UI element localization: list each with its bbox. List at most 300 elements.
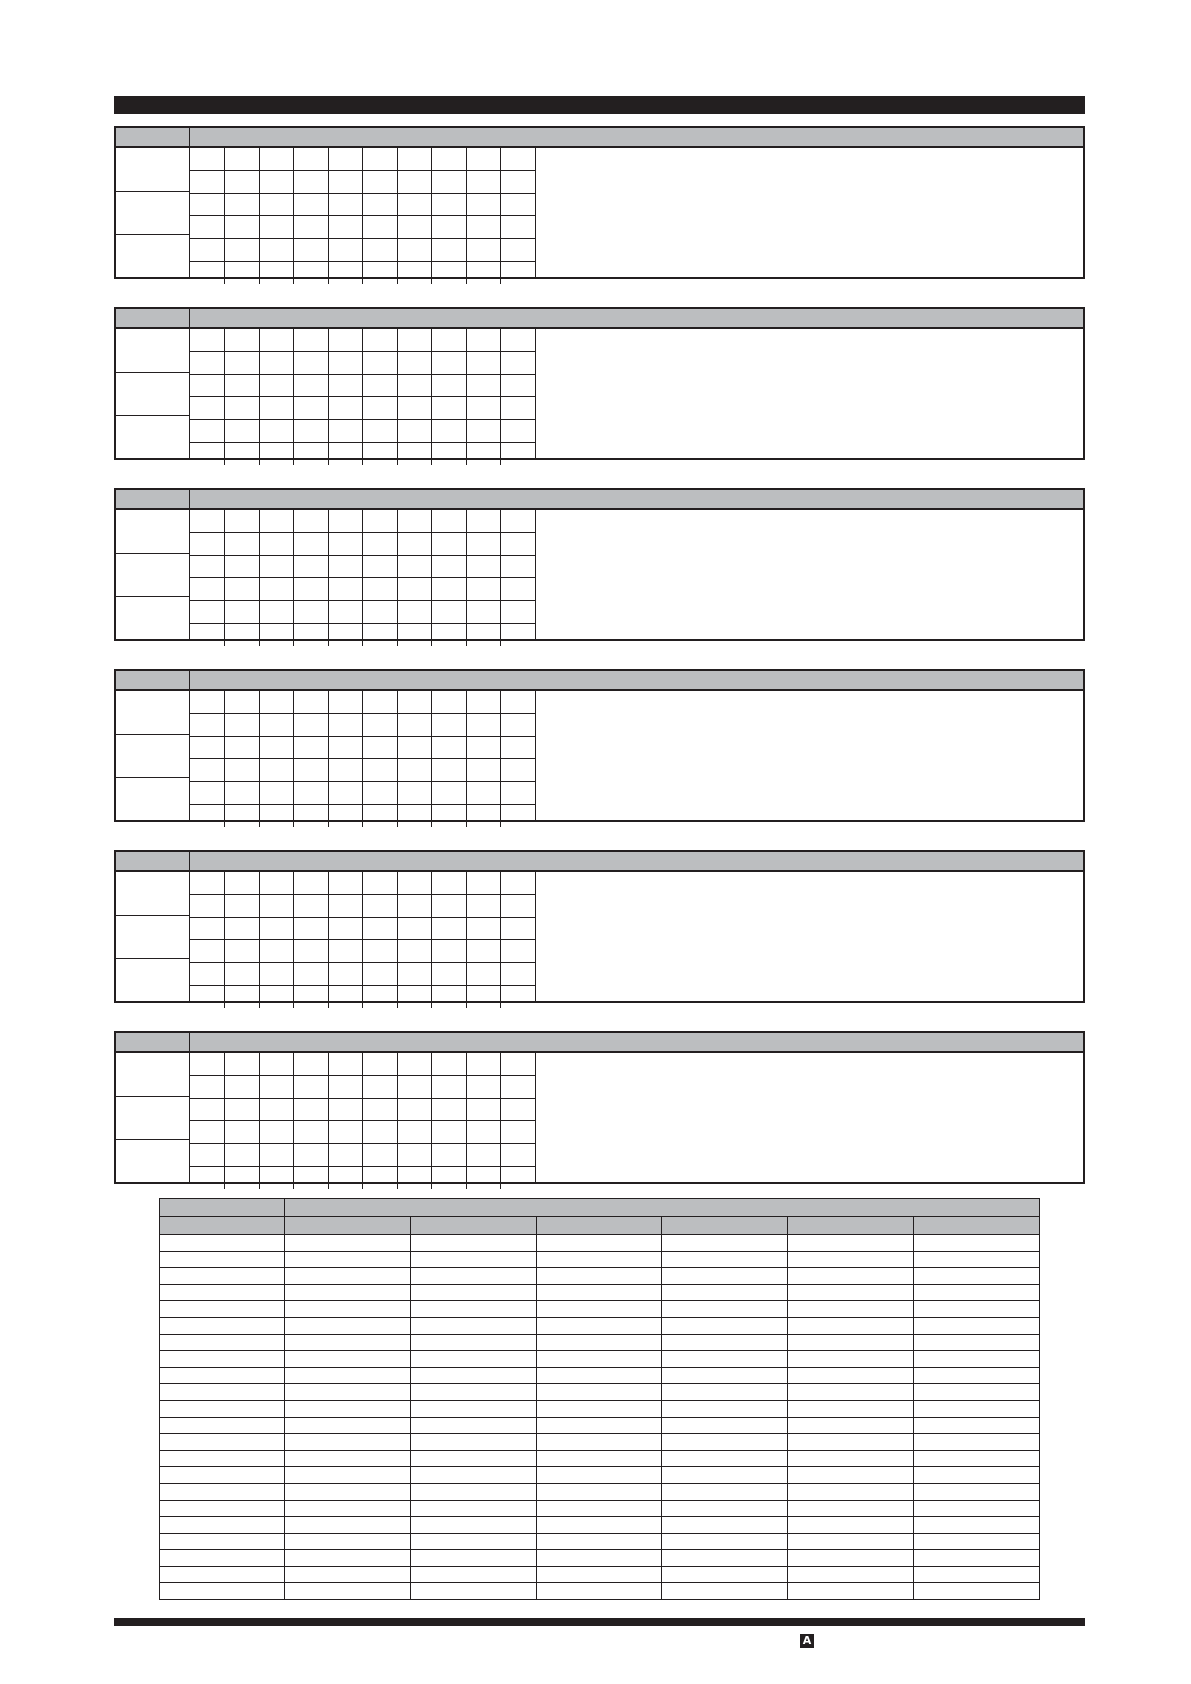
digit-cell[interactable] xyxy=(363,170,398,193)
digit-cell[interactable] xyxy=(397,1098,432,1121)
digit-cell[interactable] xyxy=(294,261,329,283)
summary-value-cell[interactable] xyxy=(914,1583,1040,1600)
digit-cell[interactable] xyxy=(259,804,294,826)
digit-cell[interactable] xyxy=(259,555,294,578)
digit-cell[interactable] xyxy=(190,713,225,736)
digit-cell[interactable] xyxy=(432,917,467,940)
digit-cell[interactable] xyxy=(501,1144,536,1167)
digit-cell[interactable] xyxy=(501,578,536,601)
digit-cell[interactable] xyxy=(501,623,536,645)
summary-value-cell[interactable] xyxy=(410,1550,536,1567)
digit-cell[interactable] xyxy=(190,963,225,986)
summary-value-cell[interactable] xyxy=(410,1517,536,1534)
summary-value-cell[interactable] xyxy=(285,1517,411,1534)
digit-cell[interactable] xyxy=(466,894,501,917)
summary-value-cell[interactable] xyxy=(662,1334,788,1351)
digit-cell[interactable] xyxy=(501,782,536,805)
digit-cell[interactable] xyxy=(501,1166,536,1188)
digit-cell[interactable] xyxy=(190,782,225,805)
digit-cell[interactable] xyxy=(294,1166,329,1188)
digit-cell[interactable] xyxy=(501,917,536,940)
digit-cell[interactable] xyxy=(225,736,260,759)
summary-value-cell[interactable] xyxy=(285,1450,411,1467)
summary-value-cell[interactable] xyxy=(662,1268,788,1285)
digit-cell[interactable] xyxy=(328,963,363,986)
digit-cell[interactable] xyxy=(190,420,225,443)
digit-cell[interactable] xyxy=(501,601,536,624)
digit-cell[interactable] xyxy=(328,804,363,826)
digit-cell[interactable] xyxy=(397,1166,432,1188)
summary-value-cell[interactable] xyxy=(788,1235,914,1252)
summary-value-cell[interactable] xyxy=(285,1384,411,1401)
digit-cell[interactable] xyxy=(363,759,398,782)
digit-cell[interactable] xyxy=(363,261,398,283)
digit-cell[interactable] xyxy=(294,532,329,555)
digit-cell[interactable] xyxy=(501,1121,536,1144)
digit-cell[interactable] xyxy=(397,713,432,736)
digit-cell[interactable] xyxy=(397,578,432,601)
digit-cell[interactable] xyxy=(432,1053,467,1075)
summary-value-cell[interactable] xyxy=(536,1384,662,1401)
summary-value-cell[interactable] xyxy=(788,1251,914,1268)
summary-value-cell[interactable] xyxy=(285,1550,411,1567)
digit-cell[interactable] xyxy=(466,420,501,443)
digit-cell[interactable] xyxy=(432,239,467,262)
digit-cell[interactable] xyxy=(466,1053,501,1075)
summary-value-cell[interactable] xyxy=(536,1467,662,1484)
summary-value-cell[interactable] xyxy=(662,1434,788,1451)
digit-cell[interactable] xyxy=(363,804,398,826)
summary-value-cell[interactable] xyxy=(285,1351,411,1368)
digit-cell[interactable] xyxy=(294,736,329,759)
digit-cell[interactable] xyxy=(328,351,363,374)
digit-cell[interactable] xyxy=(259,442,294,464)
summary-value-cell[interactable] xyxy=(410,1284,536,1301)
digit-cell[interactable] xyxy=(501,1075,536,1098)
digit-cell[interactable] xyxy=(397,351,432,374)
summary-value-cell[interactable] xyxy=(536,1284,662,1301)
digit-cell[interactable] xyxy=(397,442,432,464)
digit-cell[interactable] xyxy=(501,736,536,759)
digit-cell[interactable] xyxy=(190,261,225,283)
summary-value-cell[interactable] xyxy=(410,1367,536,1384)
digit-cell[interactable] xyxy=(466,148,501,170)
digit-cell[interactable] xyxy=(363,1166,398,1188)
digit-cell[interactable] xyxy=(466,782,501,805)
digit-cell[interactable] xyxy=(363,872,398,894)
summary-value-cell[interactable] xyxy=(914,1268,1040,1285)
digit-cell[interactable] xyxy=(363,691,398,713)
digit-cell[interactable] xyxy=(397,940,432,963)
digit-cell[interactable] xyxy=(259,782,294,805)
digit-cell[interactable] xyxy=(432,555,467,578)
digit-cell[interactable] xyxy=(328,442,363,464)
digit-cell[interactable] xyxy=(466,351,501,374)
summary-value-cell[interactable] xyxy=(410,1301,536,1318)
summary-value-cell[interactable] xyxy=(662,1450,788,1467)
digit-cell[interactable] xyxy=(190,329,225,351)
digit-cell[interactable] xyxy=(466,623,501,645)
digit-cell[interactable] xyxy=(225,1121,260,1144)
digit-cell[interactable] xyxy=(294,216,329,239)
digit-cell[interactable] xyxy=(466,578,501,601)
digit-cell[interactable] xyxy=(397,420,432,443)
digit-cell[interactable] xyxy=(259,374,294,397)
digit-cell[interactable] xyxy=(190,578,225,601)
digit-cell[interactable] xyxy=(397,397,432,420)
summary-value-cell[interactable] xyxy=(914,1517,1040,1534)
summary-value-cell[interactable] xyxy=(410,1417,536,1434)
digit-cell[interactable] xyxy=(294,1053,329,1075)
summary-value-cell[interactable] xyxy=(662,1284,788,1301)
digit-cell[interactable] xyxy=(225,1053,260,1075)
digit-cell[interactable] xyxy=(501,397,536,420)
digit-cell[interactable] xyxy=(397,804,432,826)
digit-cell[interactable] xyxy=(190,170,225,193)
digit-cell[interactable] xyxy=(225,1166,260,1188)
digit-cell[interactable] xyxy=(294,193,329,216)
digit-cell[interactable] xyxy=(363,1053,398,1075)
digit-cell[interactable] xyxy=(225,940,260,963)
digit-cell[interactable] xyxy=(225,1075,260,1098)
digit-cell[interactable] xyxy=(190,985,225,1007)
digit-cell[interactable] xyxy=(363,397,398,420)
summary-value-cell[interactable] xyxy=(788,1384,914,1401)
summary-value-cell[interactable] xyxy=(410,1583,536,1600)
summary-value-cell[interactable] xyxy=(788,1550,914,1567)
summary-value-cell[interactable] xyxy=(662,1251,788,1268)
digit-cell[interactable] xyxy=(466,713,501,736)
digit-cell[interactable] xyxy=(190,1098,225,1121)
digit-cell[interactable] xyxy=(501,193,536,216)
digit-cell[interactable] xyxy=(328,261,363,283)
summary-value-cell[interactable] xyxy=(410,1235,536,1252)
digit-cell[interactable] xyxy=(294,713,329,736)
digit-cell[interactable] xyxy=(259,578,294,601)
digit-cell[interactable] xyxy=(259,1098,294,1121)
digit-cell[interactable] xyxy=(259,894,294,917)
digit-cell[interactable] xyxy=(225,261,260,283)
summary-value-cell[interactable] xyxy=(914,1566,1040,1583)
summary-value-cell[interactable] xyxy=(662,1235,788,1252)
digit-cell[interactable] xyxy=(328,736,363,759)
summary-value-cell[interactable] xyxy=(788,1500,914,1517)
digit-cell[interactable] xyxy=(294,351,329,374)
summary-value-cell[interactable] xyxy=(410,1317,536,1334)
digit-cell[interactable] xyxy=(190,804,225,826)
summary-value-cell[interactable] xyxy=(410,1500,536,1517)
digit-cell[interactable] xyxy=(466,917,501,940)
digit-cell[interactable] xyxy=(501,759,536,782)
summary-value-cell[interactable] xyxy=(662,1483,788,1500)
digit-cell[interactable] xyxy=(225,148,260,170)
digit-cell[interactable] xyxy=(294,170,329,193)
digit-cell[interactable] xyxy=(225,917,260,940)
digit-cell[interactable] xyxy=(259,736,294,759)
digit-cell[interactable] xyxy=(501,374,536,397)
digit-cell[interactable] xyxy=(432,1121,467,1144)
digit-cell[interactable] xyxy=(501,940,536,963)
digit-cell[interactable] xyxy=(259,420,294,443)
digit-cell[interactable] xyxy=(432,170,467,193)
digit-cell[interactable] xyxy=(328,1144,363,1167)
digit-cell[interactable] xyxy=(328,1098,363,1121)
digit-cell[interactable] xyxy=(501,442,536,464)
digit-cell[interactable] xyxy=(363,1075,398,1098)
digit-cell[interactable] xyxy=(294,397,329,420)
summary-value-cell[interactable] xyxy=(536,1251,662,1268)
digit-cell[interactable] xyxy=(259,940,294,963)
digit-cell[interactable] xyxy=(190,894,225,917)
digit-cell[interactable] xyxy=(432,261,467,283)
digit-cell[interactable] xyxy=(259,170,294,193)
digit-cell[interactable] xyxy=(432,1144,467,1167)
digit-cell[interactable] xyxy=(432,442,467,464)
digit-cell[interactable] xyxy=(501,148,536,170)
digit-cell[interactable] xyxy=(190,397,225,420)
summary-value-cell[interactable] xyxy=(536,1317,662,1334)
summary-value-cell[interactable] xyxy=(914,1400,1040,1417)
digit-cell[interactable] xyxy=(190,442,225,464)
digit-cell[interactable] xyxy=(225,601,260,624)
digit-cell[interactable] xyxy=(225,329,260,351)
summary-value-cell[interactable] xyxy=(285,1434,411,1451)
digit-cell[interactable] xyxy=(190,216,225,239)
digit-cell[interactable] xyxy=(294,510,329,532)
summary-value-cell[interactable] xyxy=(788,1367,914,1384)
summary-value-cell[interactable] xyxy=(788,1400,914,1417)
summary-value-cell[interactable] xyxy=(788,1483,914,1500)
digit-cell[interactable] xyxy=(225,420,260,443)
digit-cell[interactable] xyxy=(432,1166,467,1188)
digit-cell[interactable] xyxy=(466,804,501,826)
summary-value-cell[interactable] xyxy=(788,1417,914,1434)
digit-cell[interactable] xyxy=(397,555,432,578)
digit-cell[interactable] xyxy=(466,261,501,283)
digit-cell[interactable] xyxy=(466,442,501,464)
digit-cell[interactable] xyxy=(294,894,329,917)
digit-cell[interactable] xyxy=(363,601,398,624)
digit-cell[interactable] xyxy=(432,420,467,443)
summary-value-cell[interactable] xyxy=(788,1317,914,1334)
digit-cell[interactable] xyxy=(294,329,329,351)
digit-cell[interactable] xyxy=(432,963,467,986)
digit-cell[interactable] xyxy=(190,351,225,374)
digit-cell[interactable] xyxy=(225,804,260,826)
digit-cell[interactable] xyxy=(466,963,501,986)
digit-cell[interactable] xyxy=(190,940,225,963)
digit-cell[interactable] xyxy=(190,510,225,532)
summary-value-cell[interactable] xyxy=(788,1467,914,1484)
digit-cell[interactable] xyxy=(501,872,536,894)
digit-cell[interactable] xyxy=(397,782,432,805)
digit-cell[interactable] xyxy=(466,397,501,420)
summary-value-cell[interactable] xyxy=(914,1351,1040,1368)
digit-cell[interactable] xyxy=(501,329,536,351)
summary-value-cell[interactable] xyxy=(536,1450,662,1467)
summary-value-cell[interactable] xyxy=(788,1583,914,1600)
digit-cell[interactable] xyxy=(259,713,294,736)
digit-cell[interactable] xyxy=(259,623,294,645)
digit-cell[interactable] xyxy=(225,578,260,601)
digit-cell[interactable] xyxy=(363,963,398,986)
summary-value-cell[interactable] xyxy=(914,1301,1040,1318)
digit-cell[interactable] xyxy=(328,759,363,782)
digit-cell[interactable] xyxy=(397,1144,432,1167)
summary-value-cell[interactable] xyxy=(285,1566,411,1583)
digit-cell[interactable] xyxy=(363,329,398,351)
summary-value-cell[interactable] xyxy=(285,1500,411,1517)
digit-cell[interactable] xyxy=(397,894,432,917)
digit-cell[interactable] xyxy=(397,1053,432,1075)
digit-cell[interactable] xyxy=(259,601,294,624)
digit-cell[interactable] xyxy=(294,1121,329,1144)
digit-cell[interactable] xyxy=(259,985,294,1007)
digit-cell[interactable] xyxy=(294,691,329,713)
digit-cell[interactable] xyxy=(466,872,501,894)
notes-area[interactable] xyxy=(536,691,1083,822)
digit-cell[interactable] xyxy=(259,963,294,986)
summary-value-cell[interactable] xyxy=(536,1400,662,1417)
digit-cell[interactable] xyxy=(294,374,329,397)
summary-value-cell[interactable] xyxy=(536,1301,662,1318)
digit-cell[interactable] xyxy=(363,351,398,374)
digit-cell[interactable] xyxy=(466,510,501,532)
digit-cell[interactable] xyxy=(363,216,398,239)
digit-cell[interactable] xyxy=(190,623,225,645)
digit-cell[interactable] xyxy=(225,555,260,578)
summary-value-cell[interactable] xyxy=(914,1235,1040,1252)
digit-cell[interactable] xyxy=(259,759,294,782)
digit-cell[interactable] xyxy=(259,1121,294,1144)
digit-cell[interactable] xyxy=(432,374,467,397)
digit-cell[interactable] xyxy=(225,374,260,397)
digit-cell[interactable] xyxy=(294,148,329,170)
digit-cell[interactable] xyxy=(501,894,536,917)
digit-cell[interactable] xyxy=(225,759,260,782)
digit-cell[interactable] xyxy=(466,940,501,963)
summary-value-cell[interactable] xyxy=(914,1550,1040,1567)
notes-area[interactable] xyxy=(536,510,1083,641)
digit-cell[interactable] xyxy=(397,532,432,555)
summary-value-cell[interactable] xyxy=(662,1417,788,1434)
summary-value-cell[interactable] xyxy=(285,1235,411,1252)
summary-value-cell[interactable] xyxy=(410,1467,536,1484)
digit-cell[interactable] xyxy=(190,1166,225,1188)
summary-value-cell[interactable] xyxy=(662,1367,788,1384)
digit-cell[interactable] xyxy=(466,170,501,193)
digit-cell[interactable] xyxy=(466,193,501,216)
digit-cell[interactable] xyxy=(294,420,329,443)
digit-cell[interactable] xyxy=(328,420,363,443)
digit-cell[interactable] xyxy=(328,623,363,645)
digit-cell[interactable] xyxy=(294,872,329,894)
digit-cell[interactable] xyxy=(466,1098,501,1121)
summary-value-cell[interactable] xyxy=(536,1517,662,1534)
summary-value-cell[interactable] xyxy=(914,1334,1040,1351)
summary-value-cell[interactable] xyxy=(410,1533,536,1550)
digit-cell[interactable] xyxy=(294,985,329,1007)
digit-cell[interactable] xyxy=(259,1075,294,1098)
digit-cell[interactable] xyxy=(190,736,225,759)
digit-cell[interactable] xyxy=(432,216,467,239)
digit-cell[interactable] xyxy=(432,1098,467,1121)
digit-cell[interactable] xyxy=(328,510,363,532)
summary-value-cell[interactable] xyxy=(536,1417,662,1434)
summary-value-cell[interactable] xyxy=(914,1500,1040,1517)
summary-value-cell[interactable] xyxy=(536,1367,662,1384)
digit-cell[interactable] xyxy=(225,170,260,193)
summary-value-cell[interactable] xyxy=(285,1417,411,1434)
digit-cell[interactable] xyxy=(259,193,294,216)
summary-value-cell[interactable] xyxy=(662,1566,788,1583)
summary-value-cell[interactable] xyxy=(410,1400,536,1417)
digit-cell[interactable] xyxy=(432,623,467,645)
digit-cell[interactable] xyxy=(294,1144,329,1167)
digit-cell[interactable] xyxy=(294,623,329,645)
digit-cell[interactable] xyxy=(363,985,398,1007)
summary-value-cell[interactable] xyxy=(536,1550,662,1567)
summary-value-cell[interactable] xyxy=(285,1367,411,1384)
digit-cell[interactable] xyxy=(501,216,536,239)
digit-cell[interactable] xyxy=(328,1166,363,1188)
digit-cell[interactable] xyxy=(225,351,260,374)
digit-cell[interactable] xyxy=(259,1053,294,1075)
digit-cell[interactable] xyxy=(501,261,536,283)
digit-cell[interactable] xyxy=(501,691,536,713)
digit-cell[interactable] xyxy=(432,532,467,555)
digit-cell[interactable] xyxy=(501,239,536,262)
digit-cell[interactable] xyxy=(259,510,294,532)
digit-cell[interactable] xyxy=(190,601,225,624)
digit-cell[interactable] xyxy=(363,510,398,532)
summary-value-cell[interactable] xyxy=(285,1268,411,1285)
summary-value-cell[interactable] xyxy=(662,1467,788,1484)
digit-cell[interactable] xyxy=(328,601,363,624)
digit-cell[interactable] xyxy=(397,963,432,986)
digit-cell[interactable] xyxy=(466,239,501,262)
summary-value-cell[interactable] xyxy=(914,1367,1040,1384)
digit-cell[interactable] xyxy=(363,623,398,645)
digit-cell[interactable] xyxy=(294,759,329,782)
digit-cell[interactable] xyxy=(501,1098,536,1121)
digit-cell[interactable] xyxy=(190,148,225,170)
digit-cell[interactable] xyxy=(397,736,432,759)
digit-cell[interactable] xyxy=(328,1121,363,1144)
digit-cell[interactable] xyxy=(294,940,329,963)
digit-cell[interactable] xyxy=(225,532,260,555)
digit-cell[interactable] xyxy=(190,1144,225,1167)
digit-cell[interactable] xyxy=(501,804,536,826)
summary-value-cell[interactable] xyxy=(536,1351,662,1368)
digit-cell[interactable] xyxy=(501,170,536,193)
summary-value-cell[interactable] xyxy=(914,1450,1040,1467)
summary-value-cell[interactable] xyxy=(914,1284,1040,1301)
digit-cell[interactable] xyxy=(432,736,467,759)
digit-cell[interactable] xyxy=(328,917,363,940)
summary-value-cell[interactable] xyxy=(285,1583,411,1600)
summary-value-cell[interactable] xyxy=(662,1583,788,1600)
digit-cell[interactable] xyxy=(397,148,432,170)
digit-cell[interactable] xyxy=(363,442,398,464)
digit-cell[interactable] xyxy=(397,623,432,645)
summary-value-cell[interactable] xyxy=(536,1566,662,1583)
digit-cell[interactable] xyxy=(466,985,501,1007)
digit-cell[interactable] xyxy=(328,1053,363,1075)
summary-value-cell[interactable] xyxy=(788,1301,914,1318)
digit-cell[interactable] xyxy=(397,329,432,351)
digit-cell[interactable] xyxy=(432,804,467,826)
